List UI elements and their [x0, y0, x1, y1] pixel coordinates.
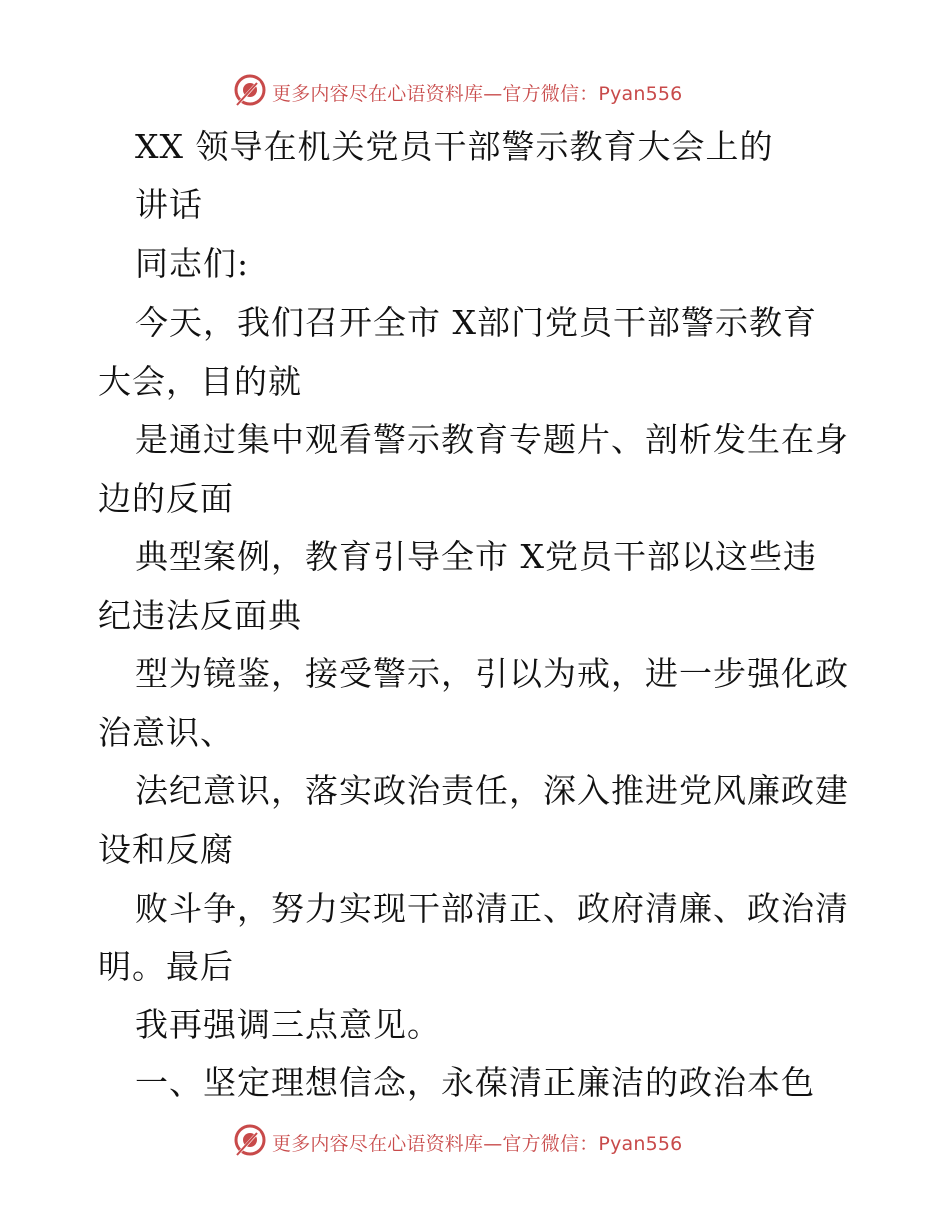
salutation: 同志们:: [135, 244, 250, 283]
watermark-account-label: 官方微信：: [502, 1133, 599, 1155]
watermark-main-text: 更多内容尽在心语资料库: [272, 83, 484, 105]
paragraph-line: 是通过集中观看警示教育专题片、剖析发生在身: [135, 420, 849, 459]
paragraph-line: 型为镜鉴，接受警示，引以为戒，进一步强化政: [135, 654, 849, 693]
paragraph-line: 边的反面: [98, 479, 234, 518]
pen-seal-icon: [233, 73, 267, 107]
watermark-account-label: 官方微信：: [502, 83, 599, 105]
paragraph-line: 纪违法反面典: [98, 596, 302, 635]
watermark-main-text: 更多内容尽在心语资料库: [272, 1133, 484, 1155]
pen-seal-icon: [233, 1123, 267, 1157]
paragraph-line: 法纪意识，落实政治责任，深入推进党风廉政建: [135, 771, 849, 810]
watermark-text: [272, 79, 682, 106]
watermark-account-id: Pyan556: [598, 1133, 683, 1155]
paragraph-line: 我再强调三点意见。: [135, 1005, 441, 1044]
paragraph-line: 设和反腐: [98, 830, 234, 869]
paragraph-line: 败斗争，努力实现干部清正、政府清廉、政治清: [135, 889, 849, 928]
paragraph-line: 典型案例，教育引导全市 X党员干部以这些违: [135, 537, 817, 576]
paragraph-line: 今天，我们召开全市 X部门党员干部警示教育: [135, 303, 817, 342]
paragraph-line: 大会，目的就: [98, 362, 302, 401]
document-title-line-2: 讲话: [135, 185, 203, 224]
header-watermark: [0, 70, 950, 110]
paragraph-line: 治意识、: [98, 713, 234, 752]
watermark-text: [272, 1129, 682, 1156]
watermark-separator: —: [483, 1133, 503, 1155]
section-heading-1: 一、坚定理想信念，永葆清正廉洁的政治本色: [135, 1063, 815, 1102]
watermark-account-id: Pyan556: [598, 83, 683, 105]
footer-watermark: [0, 1120, 950, 1160]
watermark-separator: —: [483, 83, 503, 105]
paragraph-line: 明。最后: [98, 947, 234, 986]
document-title-line-1: XX 领导在机关党员干部警示教育大会上的: [135, 127, 774, 166]
